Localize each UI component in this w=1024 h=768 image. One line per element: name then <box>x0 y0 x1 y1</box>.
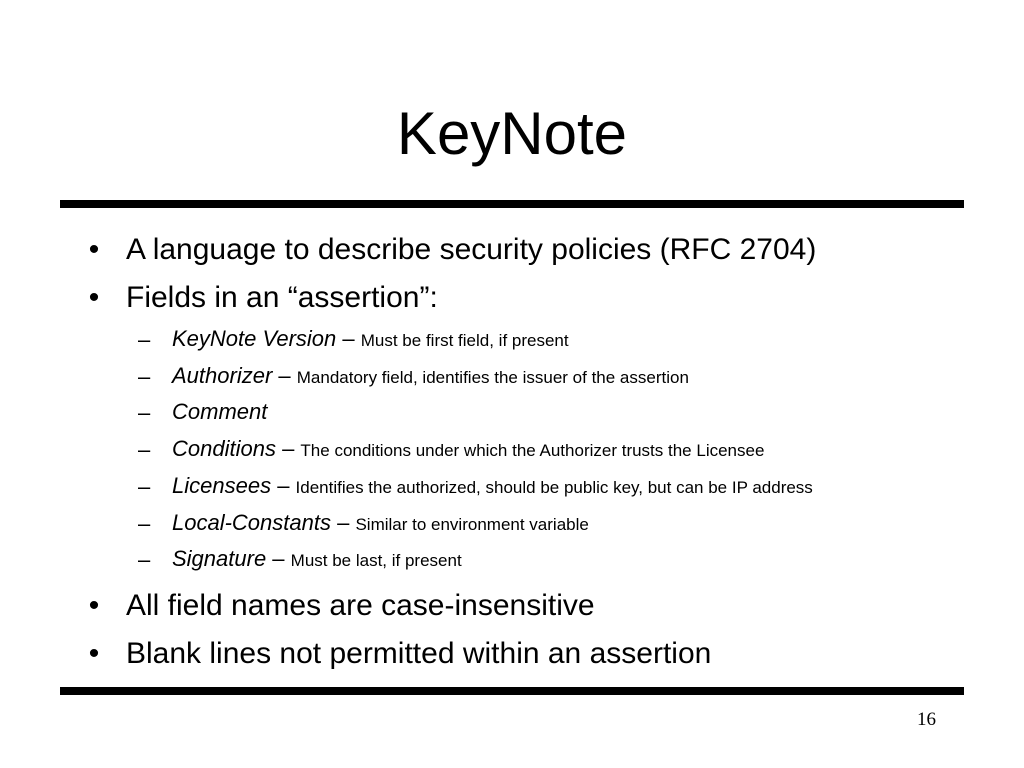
field-name: Local-Constants <box>172 509 331 535</box>
bullet-text: Blank lines not permitted within an assertion <box>126 637 712 670</box>
field-name: Authorizer <box>172 362 273 388</box>
field-name: KeyNote Version <box>172 325 337 351</box>
bullet-marker: • <box>88 281 100 314</box>
bullet-marker: • <box>88 637 100 670</box>
field-separator: – <box>275 435 301 461</box>
bullet-text: Fields in an “assertion”: <box>126 281 438 314</box>
sub-marker: – <box>138 474 151 499</box>
field-name: Comment <box>172 398 268 424</box>
field-name: Licensees <box>172 472 272 498</box>
field-description: Mandatory field, identifies the issuer of the assertion <box>296 367 689 387</box>
sub-marker: – <box>138 364 151 389</box>
field-separator: – <box>272 362 297 388</box>
bullet-text: A language to describe security policies (RFC 2704) <box>126 233 817 266</box>
field-description: The conditions under which the Authorizer trusts the Licensee <box>300 440 765 460</box>
field-description: Identifies the authorized, should be public key, but can be IP address <box>295 477 813 497</box>
bullet-marker: • <box>88 589 100 622</box>
sub-marker: – <box>138 547 151 572</box>
field-description: Must be last, if present <box>290 550 462 570</box>
field-name: Signature <box>172 545 267 571</box>
bullet-text: All field names are case-insensitive <box>126 589 595 622</box>
sub-marker: – <box>138 400 151 425</box>
bottom-divider <box>60 687 964 695</box>
field-separator: – <box>266 545 291 571</box>
top-divider <box>60 200 964 208</box>
bullet-marker: • <box>88 233 100 266</box>
page-number: 16 <box>917 709 936 730</box>
field-name: Conditions <box>172 435 276 461</box>
sub-marker: – <box>138 327 151 352</box>
field-separator: – <box>330 509 356 535</box>
slide-title: KeyNote <box>396 100 628 167</box>
field-separator: – <box>336 325 361 351</box>
field-description: Similar to environment variable <box>355 514 589 534</box>
sub-marker: – <box>138 511 151 536</box>
field-separator: – <box>271 472 296 498</box>
sub-marker: – <box>138 437 151 462</box>
field-description: Must be first field, if present <box>360 330 569 350</box>
